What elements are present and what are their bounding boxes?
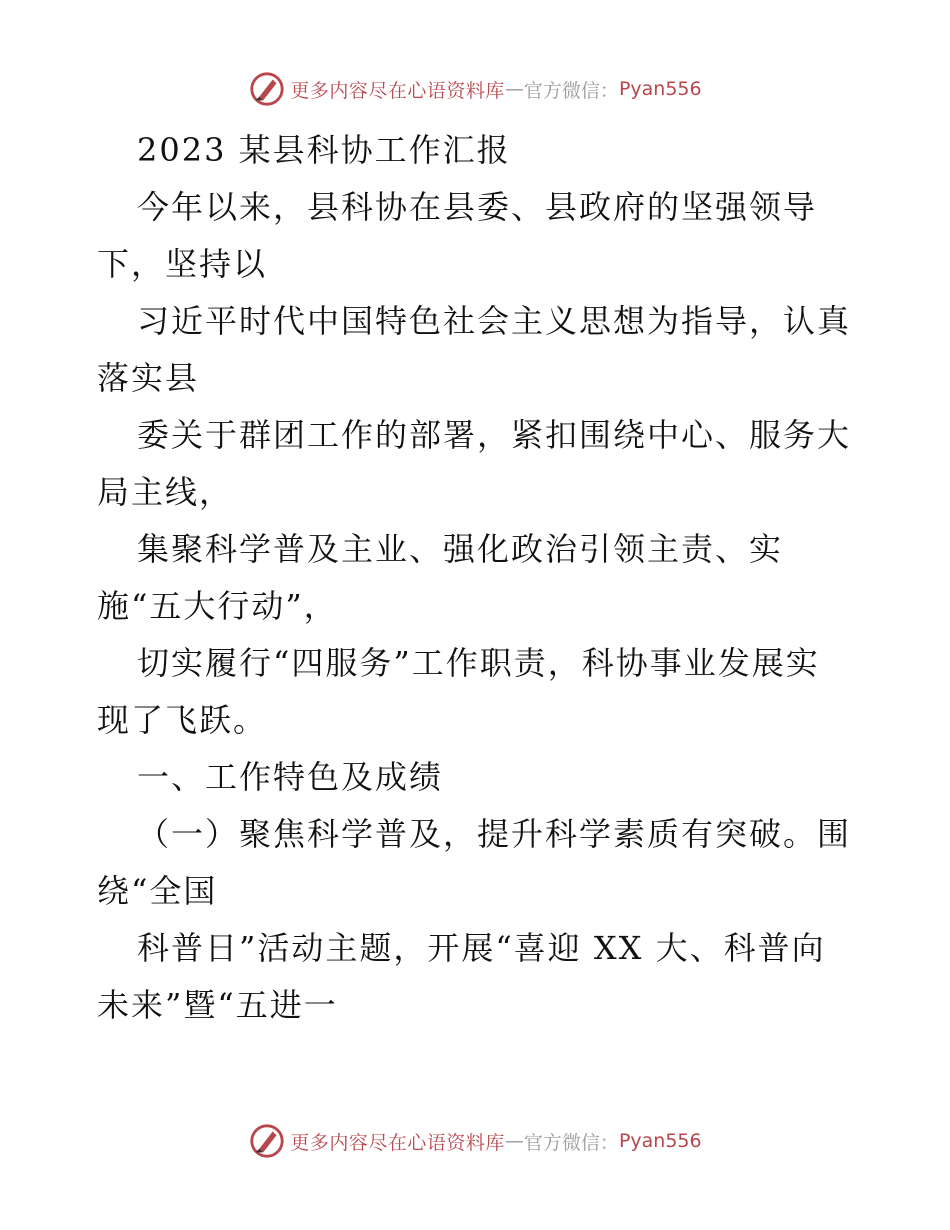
document-body xyxy=(97,122,857,1034)
text-line: 委关于群团工作的部署，紧扣围绕中心、服务大 xyxy=(137,416,852,454)
pen-logo-icon xyxy=(248,70,286,108)
watermark-site-name: 更多内容尽在心语资料库 xyxy=(290,1131,505,1154)
text-line: 今年以来，县科协在县委、县政府的坚强领导 xyxy=(137,188,818,226)
text-line: 一、工作特色及成绩 xyxy=(137,758,444,796)
watermark-wechat-id: Pyan556 xyxy=(618,1130,702,1152)
watermark-dash: — xyxy=(504,1130,524,1152)
watermark-site-name: 更多内容尽在心语资料库 xyxy=(290,79,505,102)
text-line: 习近平时代中国特色社会主义思想为指导，认真 xyxy=(137,302,852,340)
text-line: （一）聚焦科学普及，提升科学素质有突破。围 xyxy=(137,815,852,853)
text-line: 集聚科学普及主业、强化政治引领主责、实 xyxy=(137,530,784,568)
document-title: 2023 某县科协工作汇报 xyxy=(137,131,511,169)
text-line: 科普日”活动主题，开展“喜迎 XX 大、科普向 xyxy=(137,929,826,967)
text-line: 绕“全国 xyxy=(97,872,218,910)
text-line: 切实履行“四服务”工作职责，科协事业发展实 xyxy=(137,644,820,682)
text-line: 落实县 xyxy=(97,359,200,397)
watermark-dash: — xyxy=(504,78,524,100)
header-watermark xyxy=(0,70,950,108)
watermark-wechat-id: Pyan556 xyxy=(618,78,702,100)
footer-watermark xyxy=(0,1122,950,1160)
pen-logo-icon xyxy=(248,1122,286,1160)
text-line: 施“五大行动”， xyxy=(97,587,338,625)
text-line: 下，坚持以 xyxy=(97,245,268,283)
watermark-wechat-label: 官方微信： xyxy=(523,79,619,102)
text-line: 现了飞跃。 xyxy=(97,701,268,739)
text-line: 未来”暨“五进一 xyxy=(97,986,338,1024)
watermark-wechat-label: 官方微信： xyxy=(523,1131,619,1154)
text-line: 局主线， xyxy=(97,473,234,511)
